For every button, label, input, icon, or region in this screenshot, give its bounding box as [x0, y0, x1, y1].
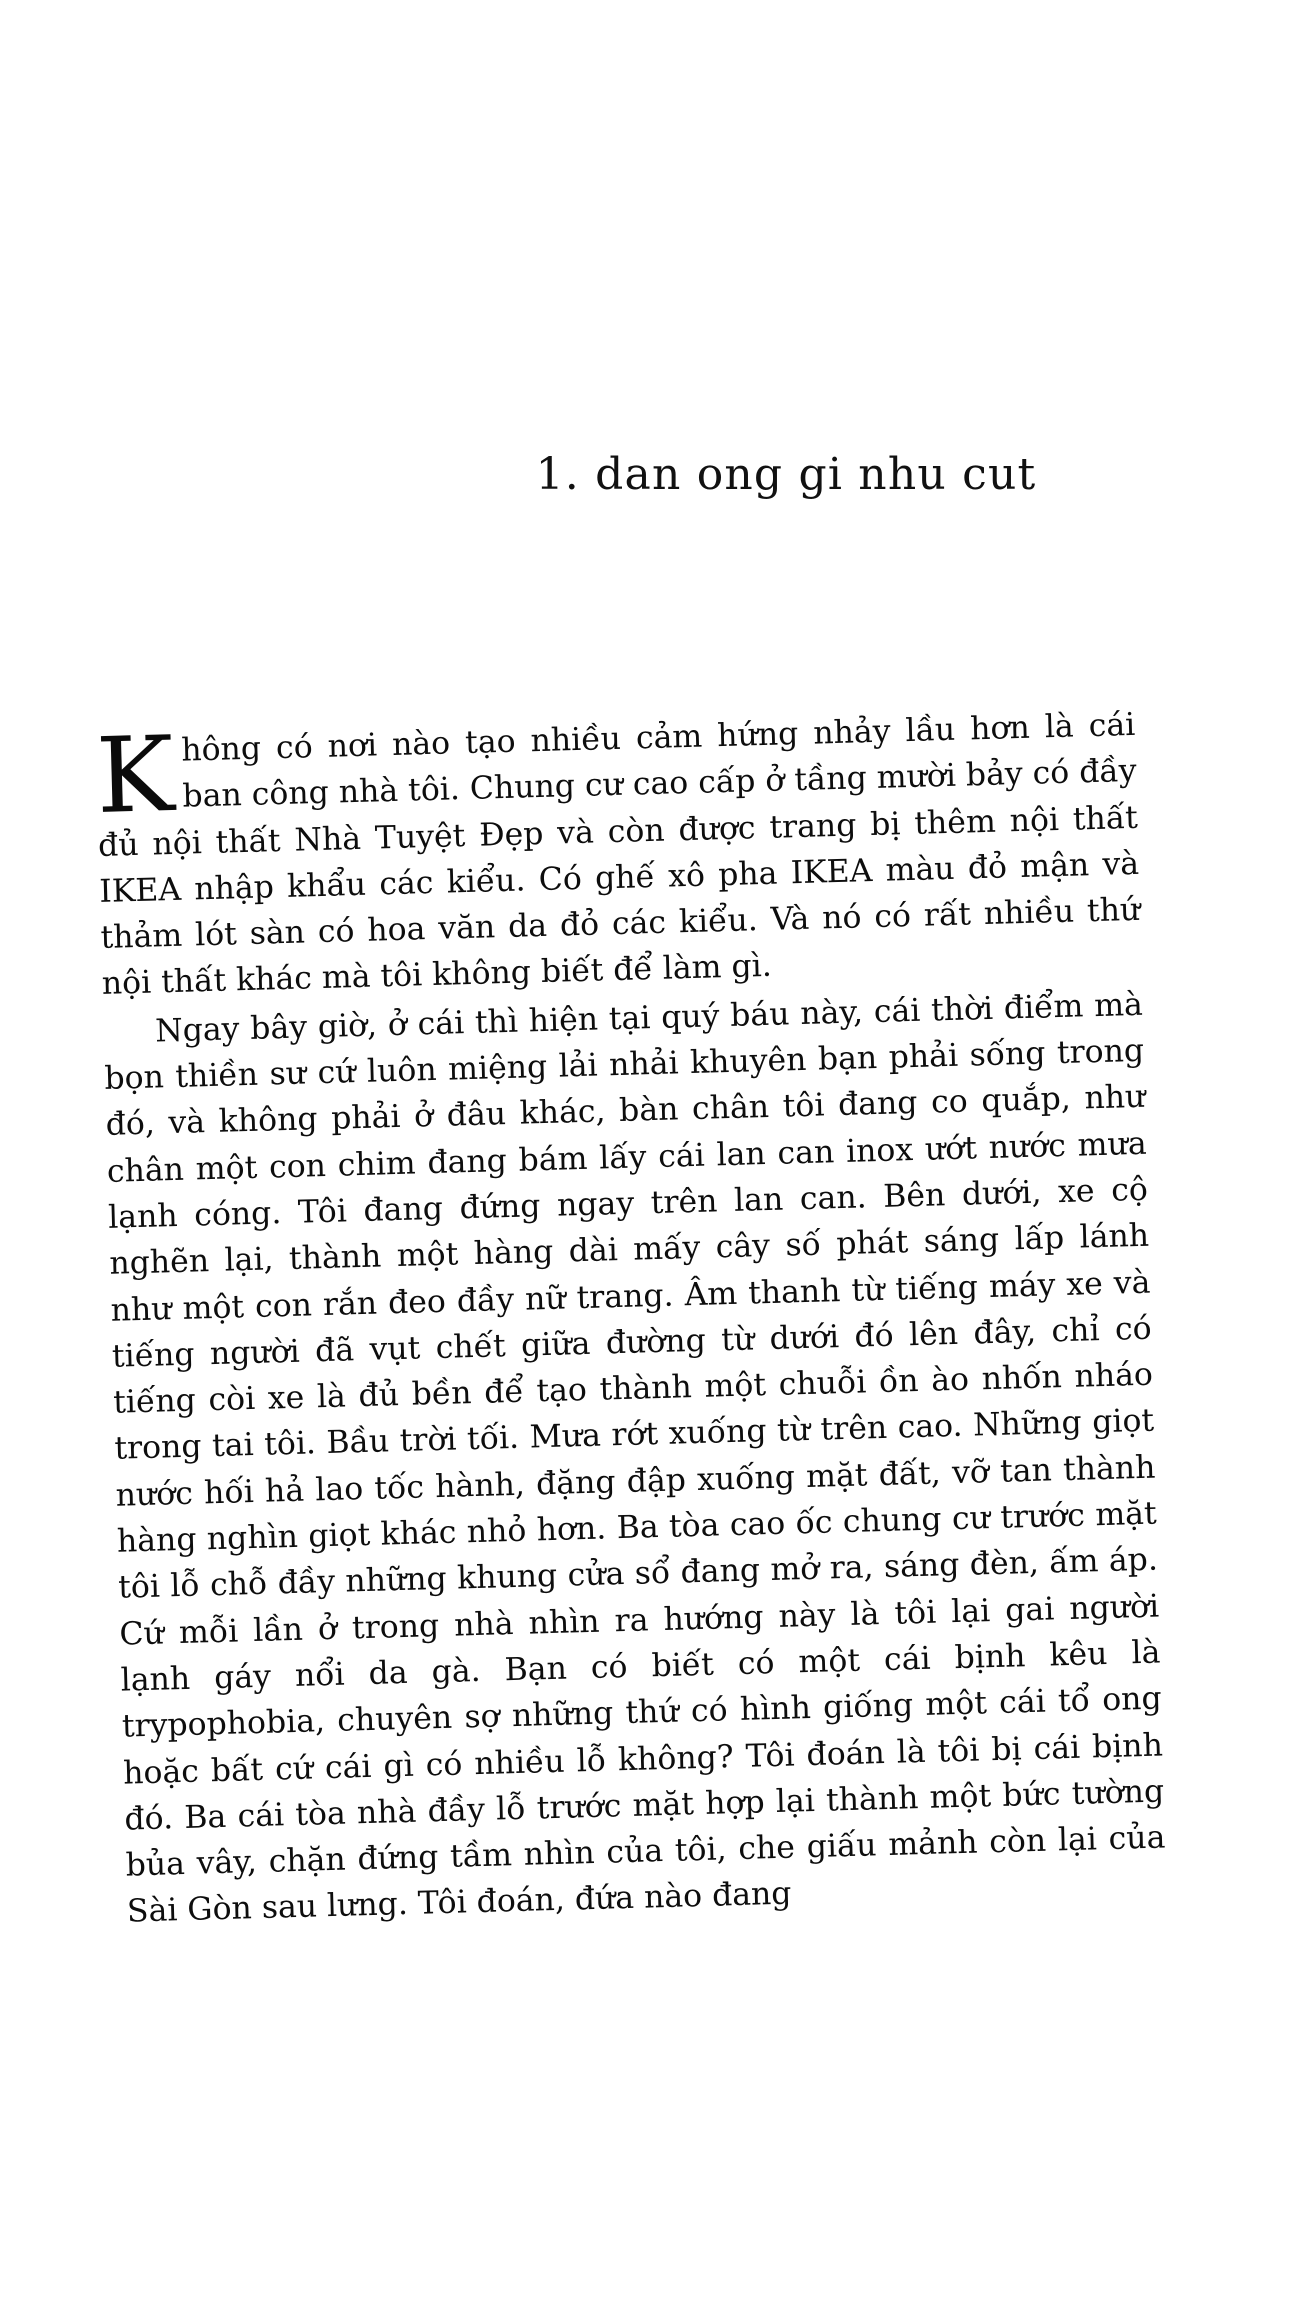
paragraph-1-text: hông có nơi nào tạo nhiều cảm hứng nhảy lầu hơn là cái ban công nhà tôi. Chung cư cao cấp ở tầng mười bảy có đầy đủ nội thất Nhà Tuyệt Đẹp và còn được trang bị thêm nội thất IKEA nhập khẩu các kiểu. Có ghế xô pha IKEA màu đỏ mận và thảm lót sàn có hoa văn da đỏ các kiểu. Và nó có rất nhiều thứ nội thất khác mà tôi không biết để làm gì. [97, 706, 1141, 1003]
paragraph-1 [95, 702, 1142, 1008]
paragraph-2: Ngay bây giờ, ở cái thì hiện tại quý báu này, cái thời điểm mà bọn thiền sư cứ luôn miệng lải nhải khuyên bạn phải sống trong đó, và không phải ở đâu khác, bàn chân tôi đang co quắp, như chân một con chim đang bám lấy cái lan can inox ướt nước mưa lạnh cóng. Tôi đang đứng ngay trên lan can. Bên dưới, xe cộ nghẽn lại, thành một hàng dài mấy cây số phát sáng lấp lánh như một con rắn đeo đầy nữ trang. Âm thanh từ tiếng máy xe và tiếng người đã vụt chết giữa đường từ dưới đó lên đây, chỉ có tiếng còi xe là đủ bền để tạo thành một chuỗi ồn ào nhốn nháo trong tai tôi. Bầu trời tối. Mưa rớt xuống từ trên cao. Những giọt nước hối hả lao tốc hành, đặng đập xuống mặt đất, vỡ tan thành hàng nghìn giọt khác nhỏ hơn. Ba tòa cao ốc chung cư trước mặt tôi lỗ chỗ đầy những khung cửa sổ đang mở ra, sáng đèn, ấm áp. Cứ mỗi lần ở trong nhà nhìn ra hướng này là tôi lại gai người lạnh gáy nổi da gà. Bạn có biết có một cái bịnh kêu là trypophobia, chuyên sợ những thứ có hình giống một cái tổ ong hoặc bất cứ cái gì có nhiều lỗ không? Tôi đoán là tôi bị cái bịnh đó. Ba cái tòa nhà đầy lỗ trước mặt hợp lại thành một bức tường bủa vây, chặn đứng tầm nhìn của tôi, che giấu mảnh còn lại của Sài Gòn sau lưng. Tôi đoán, đứa nào đang [103, 986, 1166, 1930]
chapter-title: 1. dan ong gi nhu cut [535, 449, 1037, 501]
drop-cap-letter: K [94, 712, 176, 837]
body-text-block [95, 702, 1167, 1935]
